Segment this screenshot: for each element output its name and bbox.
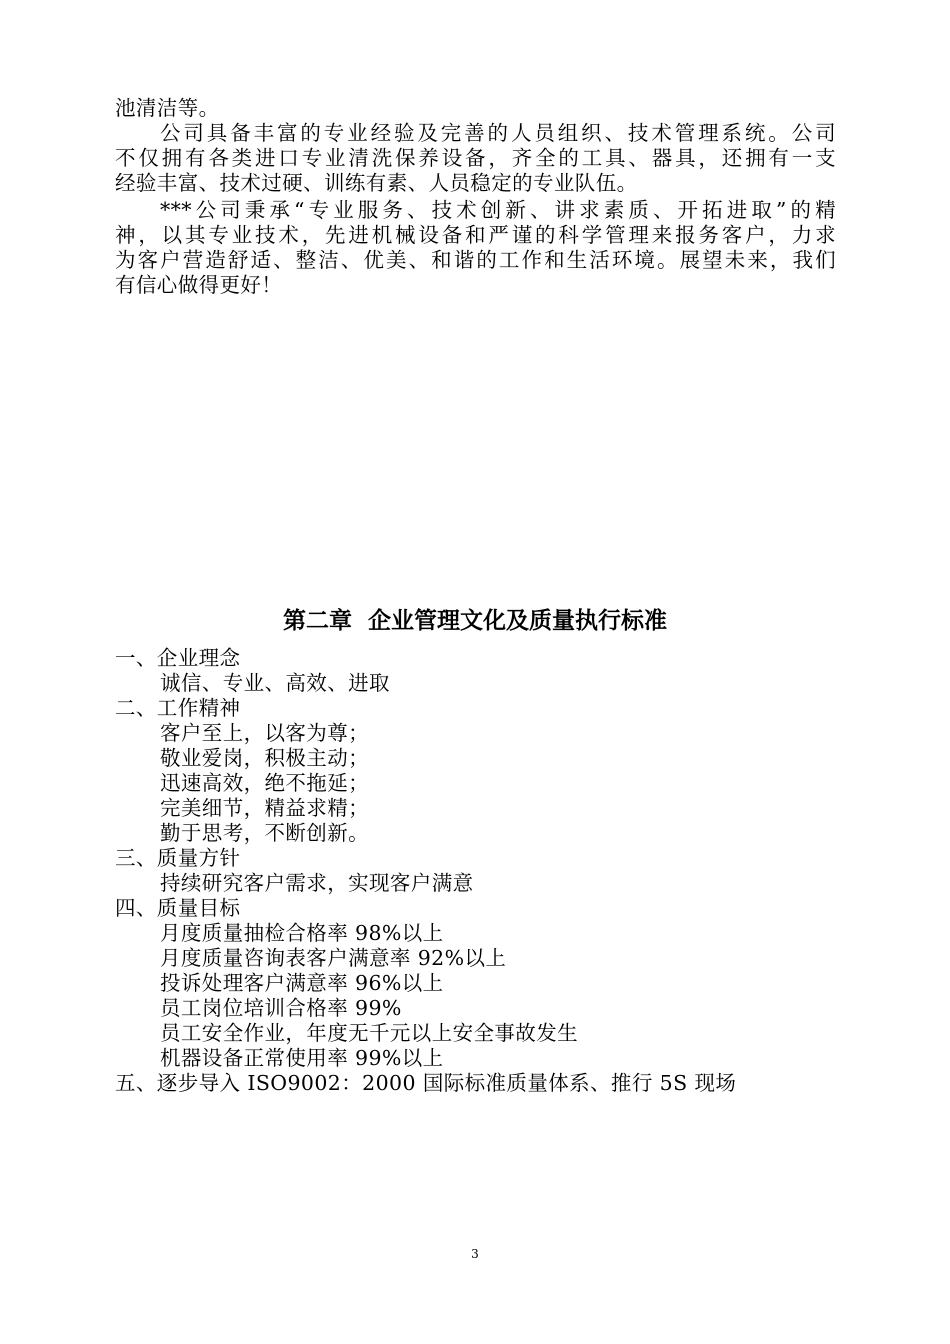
section-heading: 四、质量目标 [115,896,241,920]
section-item: 投诉处理客户满意率 96%以上 [160,971,444,995]
section-item: 客户至上，以客为尊； [160,721,369,745]
section-item: 完美细节，精益求精； [160,796,369,820]
section-item: 月度质量咨询表客户满意率 92%以上 [160,946,507,970]
section-heading: 一、企业理念 [115,646,241,670]
section-heading: 二、工作精神 [115,696,241,720]
section-item: 机器设备正常使用率 99%以上 [160,1046,444,1070]
paragraph-line: 经验丰富、技术过硬、训练有素、人员稳定的专业队伍。 [115,171,638,195]
section-heading: 五、逐步导入 ISO9002：2000 国际标准质量体系、推行 5S 现场 [115,1071,737,1095]
page-number: 3 [471,1247,479,1261]
paragraph-line: 为客户营造舒适、整洁、优美、和谐的工作和生活环境。展望未来，我们 [115,248,836,272]
paragraph-line: 池清洁等。 [115,96,220,120]
paragraph-line: 不仅拥有各类进口专业清洗保养设备，齐全的工具、器具，还拥有一支 [115,146,836,170]
section-item: 员工安全作业，年度无千元以上安全事故发生 [160,1021,578,1045]
section-item: 迅速高效，绝不拖延； [160,771,369,795]
section-heading: 三、质量方针 [115,846,241,870]
paragraph-line: 神，以其专业技术，先进机械设备和严谨的科学管理来报务客户，力求 [115,223,836,247]
section-item: 敬业爱岗，积极主动； [160,746,369,770]
paragraph-line: ***公司秉承“专业服务、技术创新、讲求素质、开拓进取”的精 [160,198,836,222]
section-item: 诚信、专业、高效、进取 [160,671,390,695]
section-item: 员工岗位培训合格率 99% [160,996,402,1020]
section-item: 月度质量抽检合格率 98%以上 [160,921,444,945]
paragraph-line: 公司具备丰富的专业经验及完善的人员组织、技术管理系统。公司 [160,121,836,145]
section-item: 勤于思考，不断创新。 [160,821,369,845]
section-item: 持续研究客户需求，实现客户满意 [160,871,474,895]
chapter-title: 第二章 企业管理文化及质量执行标准 [282,608,667,634]
paragraph-line: 有信心做得更好！ [115,273,283,297]
